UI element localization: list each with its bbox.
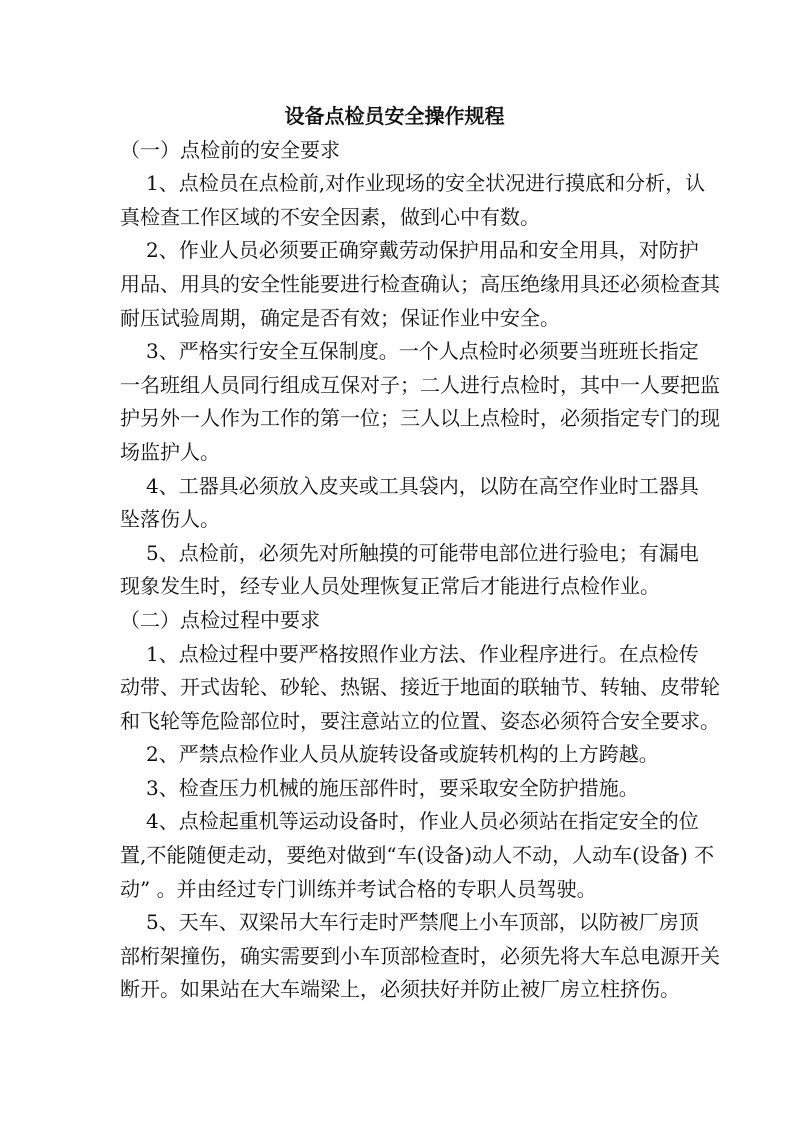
- paragraph-line: 用品、用具的安全性能要进行检查确认；高压绝缘用具还必须检查其: [120, 271, 720, 296]
- paragraph-line: 动” 。并由经过专门训练并考试合格的专职人员驾驶。: [120, 876, 597, 901]
- paragraph-line: 1、点检过程中要严格按照作业方法、作业程序进行。在点检传: [146, 641, 699, 666]
- section-heading: （二）点检过程中要求: [120, 607, 320, 632]
- paragraph: [120, 772, 669, 806]
- paragraph: [120, 234, 720, 335]
- paragraph-line: 4、工器具必须放入皮夹或工具袋内，以防在高空作业时工器具: [146, 473, 699, 498]
- paragraph-line: 部桁架撞伤，确实需要到小车顶部检查时，必须先将大车总电源开关: [120, 943, 720, 968]
- paragraph-line: 动带、开式齿轮、砂轮、热锯、接近于地面的联轴节、转轴、皮带轮: [120, 675, 720, 700]
- paragraph-line: 3、检查压力机械的施压部件时，要采取安全防护措施。: [146, 775, 639, 800]
- paragraph-line: 坠落伤人。: [120, 507, 220, 532]
- paragraph-line: 2、作业人员必须要正确穿戴劳动保护用品和安全用具，对防护: [146, 238, 699, 263]
- paragraph-line: 3、严格实行安全互保制度。一个人点检时必须要当班班长指定: [146, 339, 699, 364]
- paragraph: [120, 167, 706, 234]
- paragraph: [120, 638, 720, 739]
- paragraph: [120, 470, 699, 537]
- paragraph-line: 护另外一人作为工作的第一位；三人以上点检时，必须指定专门的现: [120, 406, 720, 431]
- paragraph-line: 一名班组人员同行组成互保对子；二人进行点检时，其中一人要把监: [120, 372, 720, 397]
- paragraph-line: 4、点检起重机等运动设备时，作业人员必须站在指定安全的位: [146, 809, 699, 834]
- paragraph-line: 和飞轮等危险部位时，要注意站立的位置、姿态必须符合安全要求。: [120, 708, 720, 733]
- paragraph-line: 5、点检前，必须先对所触摸的可能带电部位进行验电；有漏电: [146, 540, 699, 565]
- document-title: 设备点检员安全操作规程: [284, 104, 505, 128]
- paragraph-line: 2、严禁点检作业人员从旋转设备或旋转机构的上方跨越。: [146, 742, 659, 767]
- section-heading: （一）点检前的安全要求: [120, 137, 340, 162]
- paragraph-line: 耐压试验周期，确定是否有效；保证作业中安全。: [120, 305, 560, 330]
- paragraph-line: 真检查工作区域的不安全因素，做到心中有数。: [120, 204, 540, 229]
- paragraph-line: 置,不能随便走动，要绝对做到“车(设备)动人不动，人动车(设备) 不: [120, 843, 715, 868]
- paragraph: [120, 537, 699, 604]
- paragraph: [120, 906, 720, 1007]
- paragraph-line: 断开。如果站在大车端梁上，必须扶好并防止被厂房立柱挤伤。: [120, 977, 680, 1002]
- paragraph-line: 现象发生时，经专业人员处理恢复正常后才能进行点检作业。: [120, 574, 660, 599]
- paragraph: [120, 738, 669, 772]
- paragraph-line: 场监护人。: [120, 439, 220, 464]
- paragraph: [120, 805, 715, 906]
- paragraph-line: 1、点检员在点检前,对作业现场的安全状况进行摸底和分析，认: [146, 171, 706, 196]
- document-page: [120, 100, 720, 1007]
- paragraph-line: 5、天车、双梁吊大车行走时严禁爬上小车顶部，以防被厂房顶: [146, 910, 699, 935]
- paragraph: [120, 335, 720, 469]
